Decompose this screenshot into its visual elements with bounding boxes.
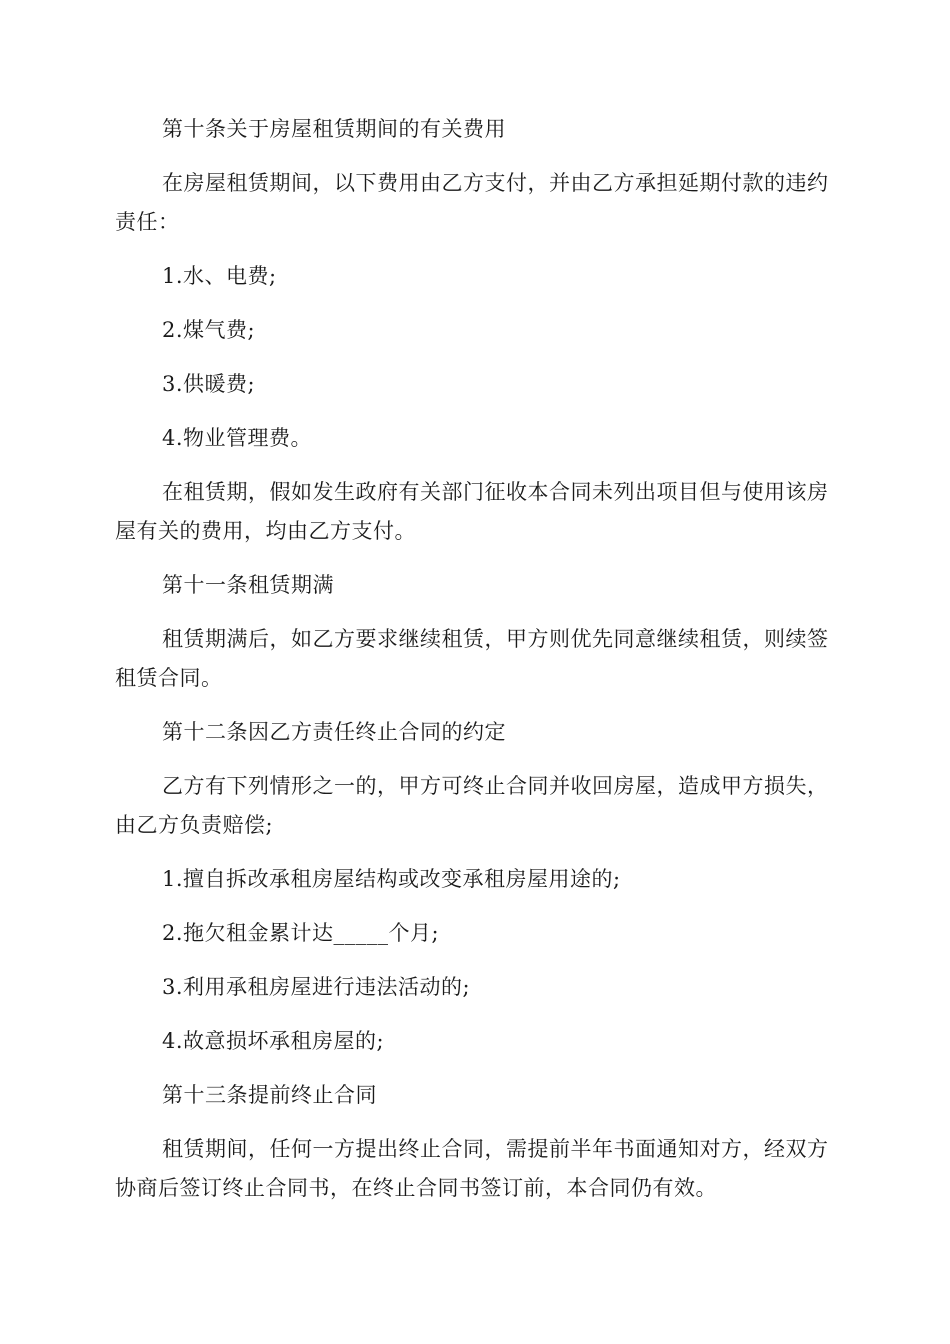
list-item: 3.供暖费; [162,372,256,396]
article-11-heading: 第十一条租赁期满 [162,573,334,597]
list-item: 4.物业管理费。 [162,426,313,450]
list-item: 3.利用承租房屋进行违法活动的; [162,975,471,999]
article-12-heading: 第十二条因乙方责任终止合同的约定 [162,720,506,744]
list-item: 1.擅自拆改承租房屋结构或改变承租房屋用途的; [162,867,621,891]
list-item: 4.故意损坏承租房屋的; [162,1029,385,1053]
article-10-intro: 在房屋租赁期间，以下费用由乙方支付，并由乙方承担延期付款的违约责任： [115,171,829,234]
list-item: 2.拖欠租金累计达_____个月; [162,921,440,945]
article-10-heading: 第十条关于房屋租赁期间的有关费用 [162,117,506,141]
list-item: 1.水、电费; [162,264,277,288]
article-11-body: 租赁期满后，如乙方要求继续租赁，甲方则优先同意继续租赁，则续签租赁合同。 [115,627,829,690]
article-13-heading: 第十三条提前终止合同 [162,1083,377,1107]
article-12-intro: 乙方有下列情形之一的，甲方可终止合同并收回房屋，造成甲方损失，由乙方负责赔偿; [115,774,829,837]
list-item: 2.煤气费; [162,318,256,342]
article-10-note: 在租赁期，假如发生政府有关部门征收本合同未列出项目但与使用该房屋有关的费用，均由乙方支付。 [115,480,829,543]
document-page [115,110,837,1208]
article-13-body: 租赁期间，任何一方提出终止合同，需提前半年书面通知对方，经双方协商后签订终止合同书，在终止合同书签订前，本合同仍有效。 [115,1137,829,1200]
